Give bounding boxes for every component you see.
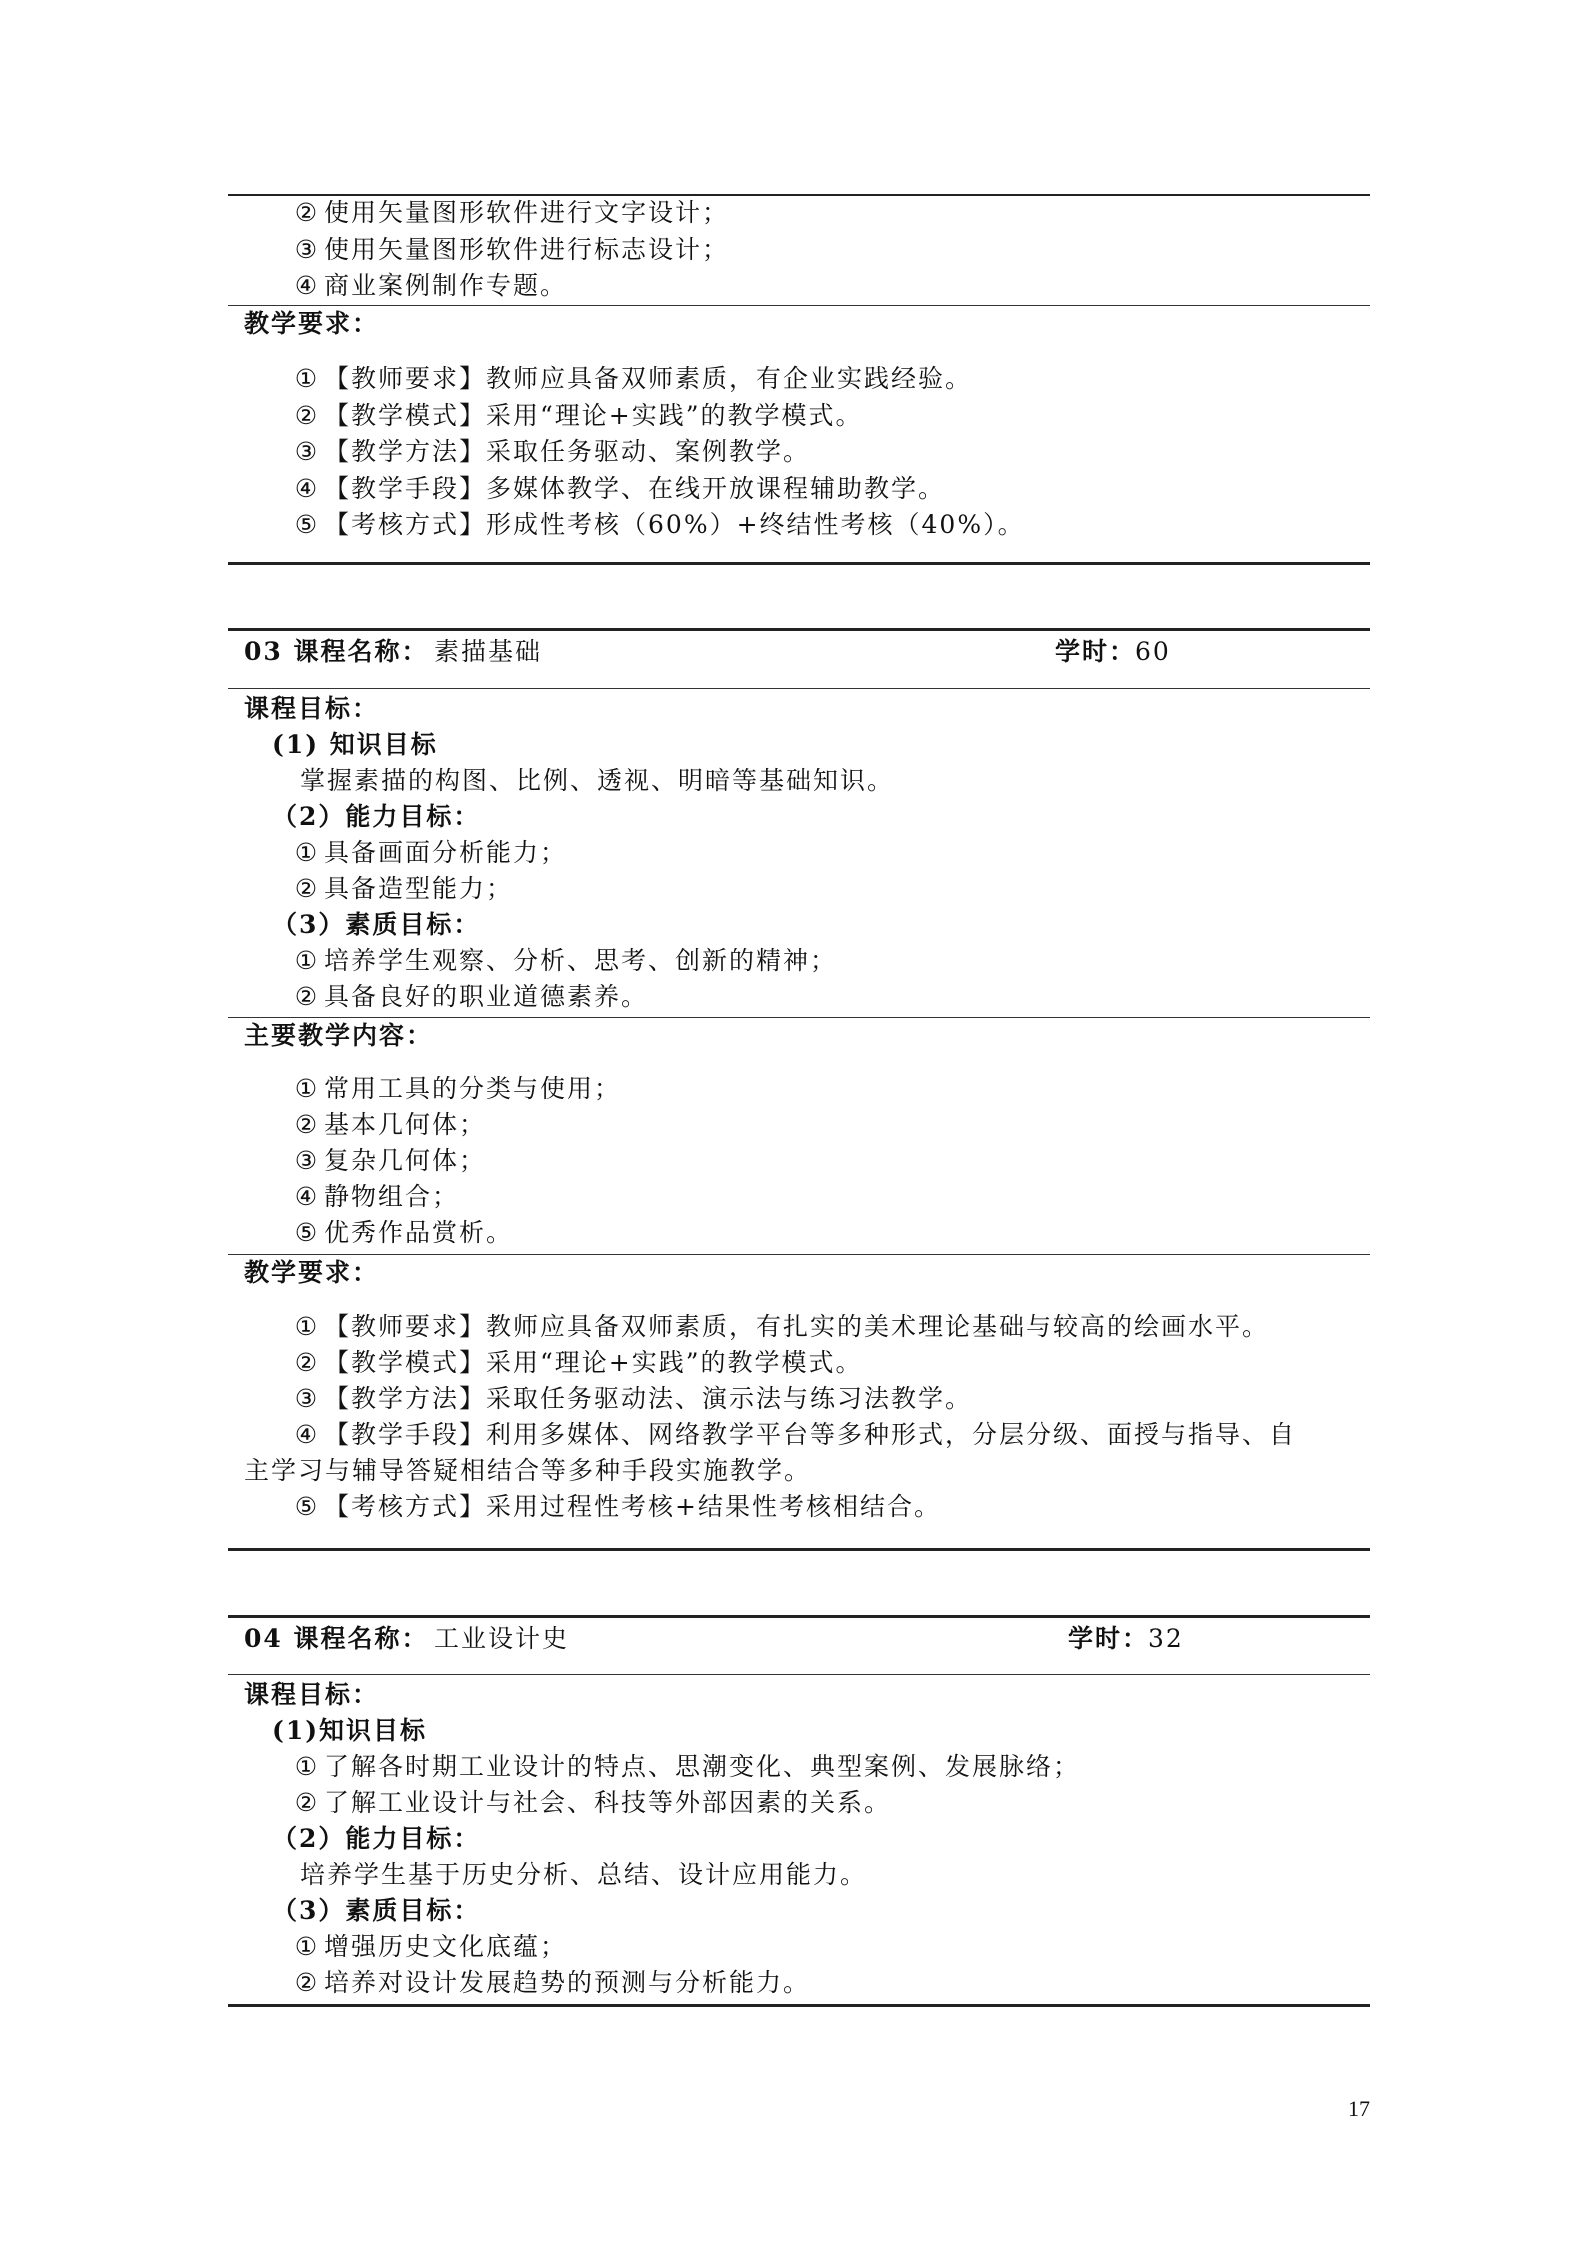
ability-text: 培养学生基于历史分析、总结、设计应用能力。 [300, 1860, 868, 1889]
content-item: ③ 使用矢量图形软件进行标志设计； [294, 235, 730, 264]
course-hours: 32 [1148, 1624, 1184, 1653]
content-item: ④ 商业案例制作专题。 [294, 271, 568, 300]
requirement-item: ④ 【教学手段】利用多媒体、网络教学平台等多种形式，分层分级、面授与指导、自 [294, 1420, 1297, 1449]
course-name: 工业设计史 [434, 1624, 570, 1653]
table-bottom-rule [228, 1548, 1370, 1551]
knowledge-title: (1)知识目标 [272, 1716, 428, 1745]
quality-title: （3）素质目标： [272, 910, 481, 939]
requirement-item: ③ 【教学方法】采取任务驱动法、演示法与练习法教学。 [294, 1384, 973, 1413]
objectives-title: 课程目标： [244, 694, 380, 723]
objectives-title: 课程目标： [244, 1680, 380, 1709]
requirement-item: ③ 【教学方法】采取任务驱动、案例教学。 [294, 437, 811, 466]
course-hours-label: 学时： [1055, 637, 1137, 666]
course-name: 素描基础 [434, 637, 543, 666]
quality-item: ② 培养对设计发展趋势的预测与分析能力。 [294, 1968, 811, 1997]
page-number: 17 [1348, 2096, 1370, 2121]
quality-item: ① 培养学生观察、分析、思考、创新的精神； [294, 946, 838, 975]
table-top-rule [228, 628, 1370, 631]
table-top-rule [228, 194, 1370, 196]
requirements-title: 教学要求： [244, 309, 380, 338]
knowledge-item: ① 了解各时期工业设计的特点、思潮变化、典型案例、发展脉络； [294, 1752, 1081, 1781]
quality-item: ② 具备良好的职业道德素养。 [294, 982, 649, 1011]
requirement-item-continuation: 主学习与辅导答疑相结合等多种手段实施教学。 [244, 1456, 812, 1485]
requirement-item: ⑤ 【考核方式】形成性考核（60%）+终结性考核（40%）。 [294, 510, 1025, 539]
requirement-item: ⑤ 【考核方式】采用过程性考核+结果性考核相结合。 [294, 1492, 941, 1521]
requirement-item: ④ 【教学手段】多媒体教学、在线开放课程辅助教学。 [294, 474, 946, 503]
table-bottom-rule [228, 562, 1370, 565]
section-divider [228, 1674, 1370, 1675]
table-top-rule [228, 1615, 1370, 1618]
requirement-item: ① 【教师要求】教师应具备双师素质，有扎实的美术理论基础与较高的绘画水平。 [294, 1312, 1270, 1341]
course-hours: 60 [1135, 637, 1171, 666]
course-hours-label: 学时： [1068, 1624, 1150, 1653]
content-item: ④ 静物组合； [294, 1182, 460, 1211]
requirements-title: 教学要求： [244, 1258, 380, 1287]
requirement-item: ② 【教学模式】采用“理论+实践”的教学模式。 [294, 401, 863, 430]
content-item: ② 基本几何体； [294, 1110, 487, 1139]
course-name-label: 04 课程名称： [244, 1624, 429, 1653]
ability-item: ② 具备造型能力； [294, 874, 514, 903]
content-item: ① 常用工具的分类与使用； [294, 1074, 622, 1103]
section-divider [228, 1254, 1370, 1255]
ability-title: （2）能力目标： [272, 802, 481, 831]
content-item: ③ 复杂几何体； [294, 1146, 487, 1175]
knowledge-text: 掌握素描的构图、比例、透视、明暗等基础知识。 [300, 766, 895, 795]
section-divider [228, 688, 1370, 689]
knowledge-item: ② 了解工业设计与社会、科技等外部因素的关系。 [294, 1788, 892, 1817]
table-bottom-rule [228, 2004, 1370, 2007]
content-item: ② 使用矢量图形软件进行文字设计； [294, 198, 730, 227]
section-divider [228, 1017, 1370, 1018]
course-name-label: 03 课程名称： [244, 637, 429, 666]
ability-title: （2）能力目标： [272, 1824, 481, 1853]
quality-item: ① 增强历史文化底蕴； [294, 1932, 568, 1961]
ability-item: ① 具备画面分析能力； [294, 838, 568, 867]
knowledge-title: (1) 知识目标 [272, 730, 438, 759]
requirement-item: ② 【教学模式】采用“理论+实践”的教学模式。 [294, 1348, 863, 1377]
requirement-item: ① 【教师要求】教师应具备双师素质，有企业实践经验。 [294, 364, 973, 393]
content-item: ⑤ 优秀作品赏析。 [294, 1218, 514, 1247]
section-divider [228, 305, 1370, 306]
quality-title: （3）素质目标： [272, 1896, 481, 1925]
content-title: 主要教学内容： [244, 1021, 434, 1050]
